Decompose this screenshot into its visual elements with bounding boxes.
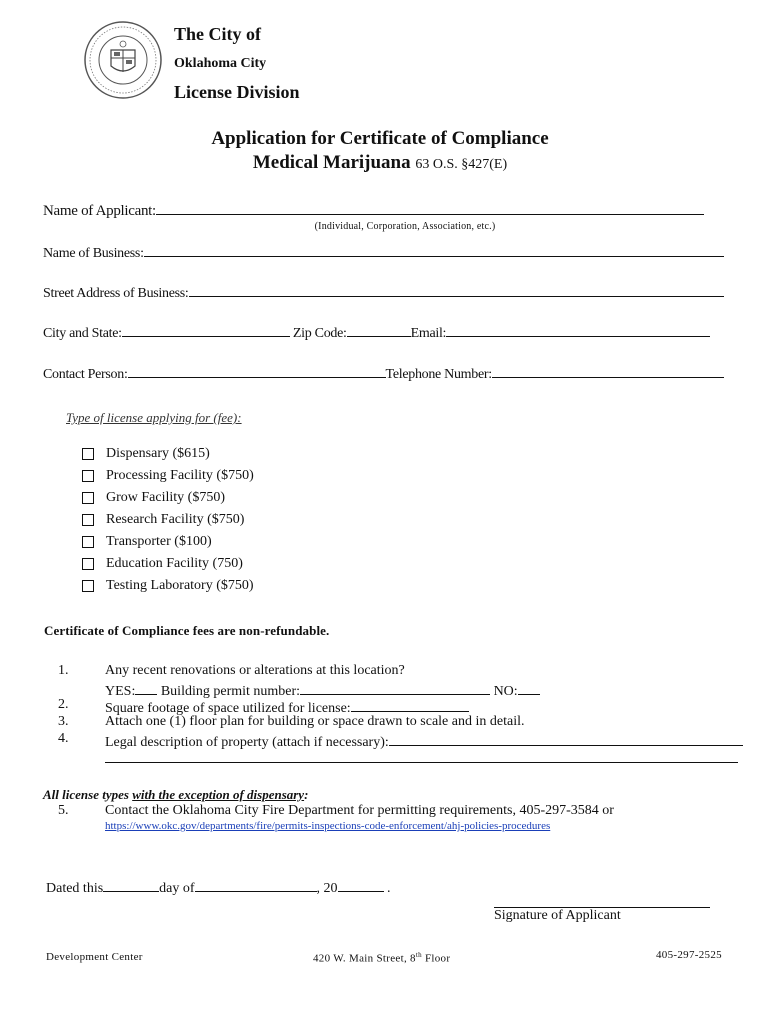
business-name-field[interactable]	[144, 242, 724, 257]
applicant-label: Name of Applicant:	[43, 203, 156, 219]
email-label: Email:	[410, 326, 447, 341]
fire-department-link[interactable]: https://www.okc.gov/departments/fire/permits-inspections-code-enforcement/ahj-policies-procedures	[105, 820, 551, 832]
question-number: 3.	[58, 714, 69, 729]
exception-suffix: :	[304, 787, 309, 802]
fees-note: Certificate of Compliance fees are non-refundable.	[44, 623, 330, 638]
legal-description-line-2[interactable]	[105, 762, 738, 763]
exception-prefix: All license types	[43, 787, 133, 802]
signature-label: Signature of Applicant	[494, 908, 621, 923]
license-option-grow[interactable]	[82, 490, 225, 506]
option-label: Dispensary ($615)	[106, 446, 210, 461]
exception-underlined: with the exception of dispensary	[132, 787, 305, 802]
year-field[interactable]	[338, 877, 384, 892]
question-number: 4.	[58, 731, 69, 746]
legal-description-field[interactable]	[389, 731, 743, 746]
option-label: Education Facility (750)	[106, 556, 243, 571]
footer-phone: 405-297-2525	[656, 949, 722, 961]
month-field[interactable]	[195, 877, 317, 892]
license-option-testing[interactable]	[82, 578, 254, 594]
option-label: Research Facility ($750)	[106, 512, 245, 527]
question-5-text: Contact the Oklahoma City Fire Department for permitting requirements, 405-297-3584 or	[105, 803, 614, 818]
question-number: 2.	[58, 697, 69, 712]
permit-label: Building permit number:	[160, 684, 301, 699]
checkbox[interactable]	[82, 470, 94, 482]
question-4-text: Legal description of property (attach if necessary):	[105, 735, 389, 750]
footer-left: Development Center	[46, 951, 143, 963]
question-number: 5.	[58, 803, 69, 818]
phone-label: Telephone Number:	[385, 367, 492, 382]
header-city-name: Oklahoma City	[174, 56, 267, 71]
license-type-header: Type of license applying for (fee):	[66, 410, 242, 425]
email-field[interactable]	[446, 322, 710, 337]
question-2-text: Square footage of space utilized for license:	[105, 701, 351, 716]
footer-address-post: Floor	[421, 952, 451, 965]
checkbox[interactable]	[82, 492, 94, 504]
business-label: Name of Business:	[43, 246, 144, 261]
day-field[interactable]	[103, 877, 159, 892]
checkbox[interactable]	[82, 580, 94, 592]
option-label: Grow Facility ($750)	[106, 490, 225, 505]
business-row	[43, 242, 724, 262]
question-4-row	[105, 731, 743, 751]
no-label: NO:	[493, 684, 518, 699]
option-label: Transporter ($100)	[106, 534, 212, 549]
license-option-education[interactable]	[82, 556, 243, 572]
option-label: Testing Laboratory ($750)	[106, 578, 254, 593]
permit-number-field[interactable]	[300, 680, 490, 695]
subtitle-bold: Medical Marijuana	[252, 152, 411, 173]
street-row	[43, 282, 724, 302]
license-option-research[interactable]	[82, 512, 244, 528]
dated-prefix: Dated this	[46, 881, 104, 896]
city-state-field[interactable]	[122, 322, 290, 337]
statute-citation: 63 O.S. §427(E)	[415, 157, 508, 172]
applicant-row	[43, 200, 704, 220]
city-seal-logo	[83, 20, 163, 100]
contact-row	[43, 363, 724, 383]
exception-note	[43, 787, 308, 803]
license-option-transporter[interactable]	[82, 534, 212, 550]
no-field[interactable]	[518, 680, 540, 695]
yes-field[interactable]	[135, 680, 157, 695]
street-address-field[interactable]	[189, 282, 724, 297]
contact-label: Contact Person:	[43, 367, 128, 382]
question-3-text: Attach one (1) floor plan for building or space drawn to scale and in detail.	[105, 714, 525, 729]
question-1-text: Any recent renovations or alterations at this location?	[105, 663, 405, 678]
footer-address	[313, 951, 450, 965]
checkbox[interactable]	[82, 448, 94, 460]
applicant-hint: (Individual, Corporation, Association, etc.)	[314, 221, 496, 232]
dated-end: .	[387, 881, 391, 896]
yes-label: YES:	[105, 684, 136, 699]
checkbox[interactable]	[82, 514, 94, 526]
license-option-dispensary[interactable]	[82, 446, 210, 462]
footer-address-pre: 420 W. Main Street, 8	[313, 952, 416, 965]
zip-label: Zip Code:	[292, 326, 347, 341]
header-division: License Division	[174, 82, 300, 102]
dated-row	[46, 877, 391, 897]
form-subtitle	[0, 152, 760, 174]
year-label: , 20	[316, 881, 338, 896]
city-zip-email-row	[43, 322, 710, 342]
day-of-label: day of	[159, 881, 195, 896]
telephone-field[interactable]	[492, 363, 724, 378]
checkbox[interactable]	[82, 558, 94, 570]
footer-address-sup: th	[415, 951, 422, 959]
header-city-line: The City of	[174, 24, 261, 44]
checkbox[interactable]	[82, 536, 94, 548]
applicant-name-field[interactable]	[156, 200, 704, 215]
square-footage-field[interactable]	[351, 697, 469, 712]
contact-person-field[interactable]	[128, 363, 386, 378]
question-number: 1.	[58, 663, 69, 678]
city-label: City and State:	[43, 326, 122, 341]
street-label: Street Address of Business:	[43, 286, 189, 301]
option-label: Processing Facility ($750)	[106, 468, 254, 483]
form-title: Application for Certificate of Compliance	[211, 128, 549, 149]
license-option-processing[interactable]	[82, 468, 254, 484]
zip-code-field[interactable]	[347, 322, 411, 337]
